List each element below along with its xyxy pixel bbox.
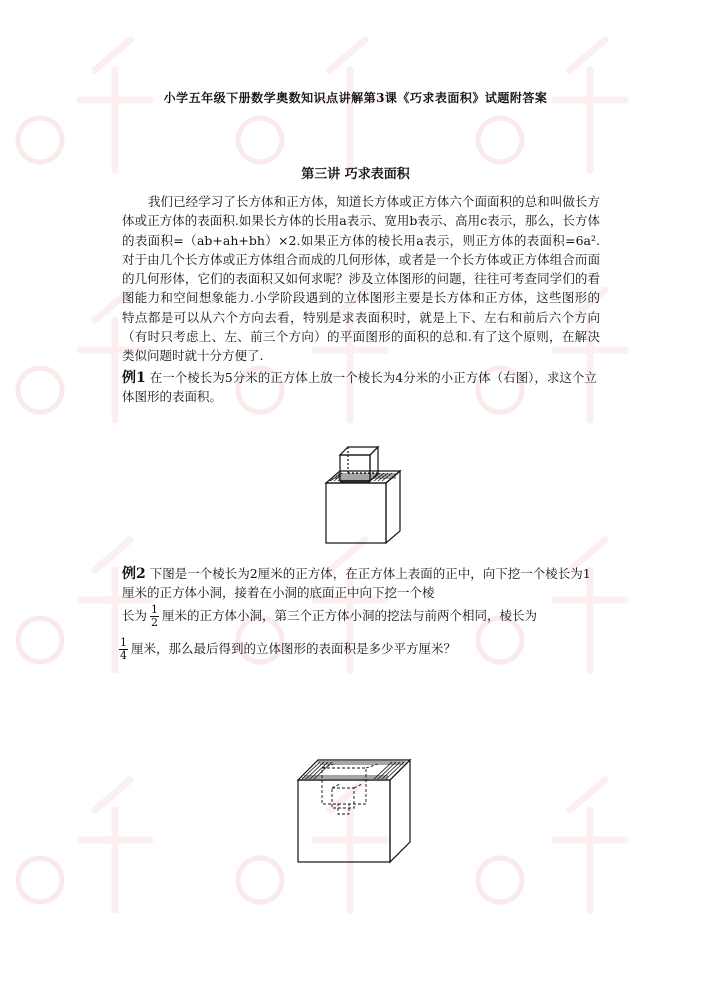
example-2-line2 xyxy=(122,604,600,629)
example-2-line2-end: 厘米的正方体小洞，第三个正方体小洞的挖法与前两个相同，棱长为 xyxy=(162,608,538,623)
lesson-title: 第三讲 巧求表面积 xyxy=(301,167,410,182)
example-2-figure xyxy=(290,752,420,867)
fraction-denominator: 2 xyxy=(151,616,159,629)
example-2-line1: 下图是一个棱长为2厘米的正方体，在正方体上表面的正中，向下挖一个棱长为1厘米的正方体小洞，接着在小洞的底面正中向下挖一个棱 xyxy=(122,566,591,600)
example-2-line2-start: 长为 xyxy=(122,608,148,623)
fraction-one-quarter xyxy=(119,637,128,662)
example-2-line3-text: 厘米，那么最后得到的立体图形的表面积是多少平方厘米？ xyxy=(131,641,457,656)
example-1-figure xyxy=(318,435,408,545)
example-1-text: 在一个棱长为5分米的正方体上放一个棱长为4分米的小正方体（右图），求这个立体图形的表面积。 xyxy=(122,370,597,404)
fraction-one-half xyxy=(150,604,159,629)
example-1-label: 例1 xyxy=(122,370,146,386)
example-2 xyxy=(122,565,600,601)
example-2-line3 xyxy=(116,637,594,662)
document-title: 小学五年级下册数学奥数知识点讲解第3课《巧求表面积》试题附答案 xyxy=(163,91,548,105)
fraction-denominator: 4 xyxy=(120,649,127,662)
example-1 xyxy=(122,369,600,405)
fraction-numerator: 1 xyxy=(151,603,159,616)
example-2-label: 例2 xyxy=(122,566,146,582)
intro-paragraph: 我们已经学习了长方体和正方体，知道长方体或正方体六个面面积的总和叫做长方体或正方体的表面积.如果长方体的长用a表示、宽用b表示、高用c表示，那么，长方体的表面积=（ab+ah+bh）×2.如果正方体的棱长用a表示，则正方体的表面积=6a².对于由几个长方体或正方体组合而成的几何形体，或者是一个长方体或正方体组合而面的几何形体，它们的表面积又如何求呢？涉及立体图形的问题，往往可考查同学们的看图能力和空间想象能力.小学阶段遇到的立体图形主要是长方体和正方体，这些图形的特点都是可以从六个方向去看，特别是求表面积时，就是上下、左右和前后六个方向（有时只考虑上、左、前三个方向）的平面图形的面积的总和.有了这个原则，在解决类似问题时就十分方便了. xyxy=(122,194,600,364)
fraction-numerator: 1 xyxy=(120,636,127,649)
